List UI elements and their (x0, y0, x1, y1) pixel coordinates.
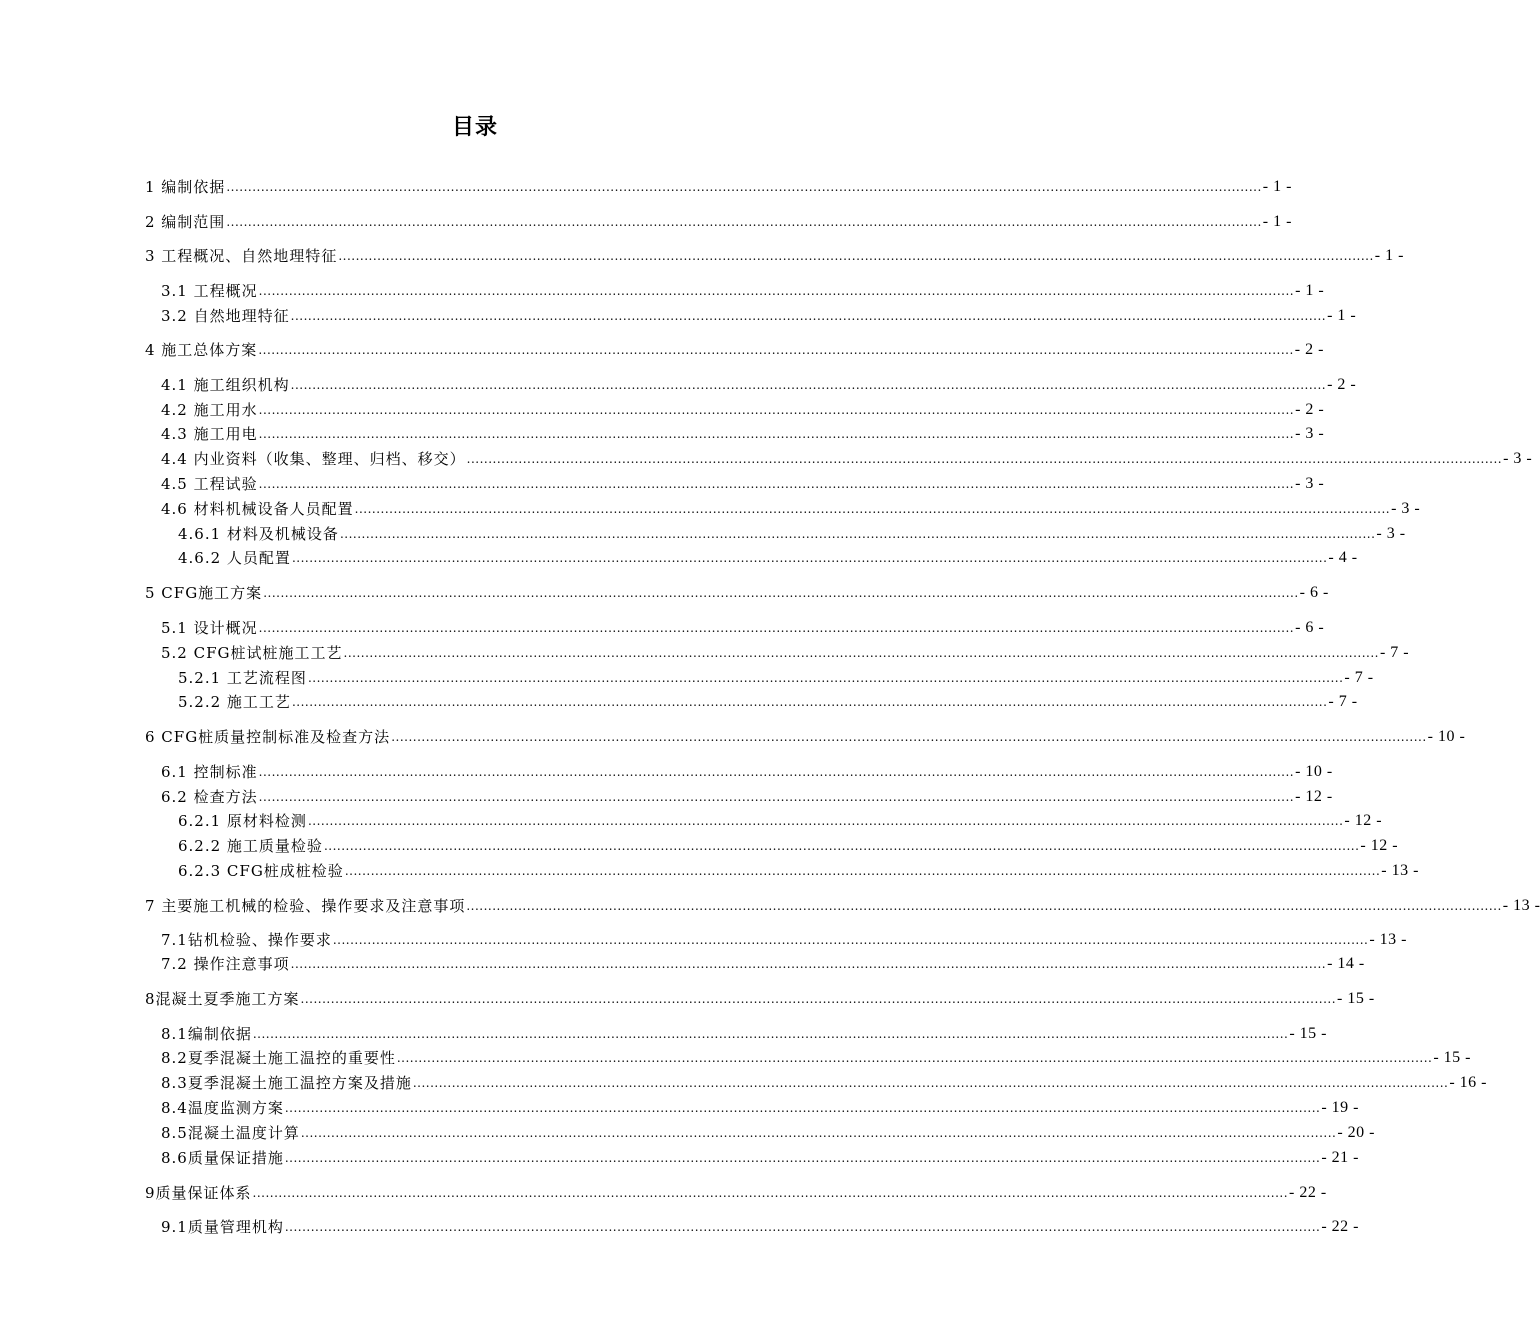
toc-entry-title: 3.2 自然地理特征 (161, 307, 290, 325)
toc-entry[interactable] (161, 616, 1325, 638)
toc-entry-page: - 3 - (1391, 500, 1421, 517)
toc-entry[interactable] (178, 690, 1358, 712)
toc-leader-dots: ................................................................................................................................................................................................................................................ (291, 695, 1328, 709)
toc-entry-page: - 2 - (1327, 376, 1357, 393)
toc-leader-dots: ................................................................................................................................................................................................................................................ (226, 215, 1262, 229)
toc-leader-dots: ................................................................................................................................................................................................................................................ (252, 1027, 1289, 1041)
toc-entry-page: - 22 - (1321, 1218, 1359, 1235)
toc-entry[interactable] (145, 244, 1404, 266)
toc-entry-title: 7.2 操作注意事项 (161, 955, 290, 973)
toc-entry[interactable] (145, 581, 1329, 603)
toc-entry-title: 5.1 设计概况 (161, 619, 258, 637)
toc-entry-title: 8.2夏季混凝土施工温控的重要性 (161, 1049, 396, 1067)
toc-entry-page: - 1 - (1295, 282, 1325, 299)
toc-entry-page: - 19 - (1321, 1099, 1359, 1116)
toc-entry[interactable] (161, 1096, 1359, 1118)
toc-entry[interactable] (145, 894, 1540, 916)
toc-entry-title: 5.2 CFG桩试桩施工工艺 (161, 644, 343, 662)
toc-entry-title: 3 工程概况、自然地理特征 (145, 247, 338, 265)
toc-entry[interactable] (161, 497, 1421, 519)
toc-entry[interactable] (161, 952, 1365, 974)
toc-entry-title: 4.6 材料机械设备人员配置 (161, 500, 354, 518)
toc-entry-page: - 16 - (1449, 1074, 1487, 1091)
toc-entry-title: 6.2.3 CFG桩成桩检验 (178, 862, 344, 880)
toc-entry-page: - 7 - (1344, 669, 1374, 686)
toc-leader-dots: ................................................................................................................................................................................................................................................ (466, 452, 1503, 466)
toc-entry[interactable] (161, 279, 1325, 301)
toc-leader-dots: ................................................................................................................................................................................................................................................ (300, 992, 1337, 1006)
toc-leader-dots: ................................................................................................................................................................................................................................................ (252, 1186, 1289, 1200)
toc-entry[interactable] (145, 725, 1466, 747)
toc-entry[interactable] (161, 760, 1333, 782)
toc-entry-title: 4.6.2 人员配置 (178, 549, 291, 567)
toc-entry-page: - 1 - (1262, 213, 1292, 230)
toc-leader-dots: ................................................................................................................................................................................................................................................ (291, 551, 1328, 565)
toc-entry-title: 4.4 内业资料（收集、整理、归档、移交） (161, 450, 466, 468)
toc-leader-dots: ................................................................................................................................................................................................................................................ (258, 427, 1295, 441)
toc-entry[interactable] (161, 928, 1407, 950)
toc-leader-dots: ................................................................................................................................................................................................................................................ (466, 899, 1502, 913)
toc-entry-page: - 22 - (1289, 1184, 1327, 1201)
toc-entry[interactable] (145, 210, 1292, 232)
toc-entry-page: - 7 - (1379, 644, 1410, 661)
toc-entry-title: 9.1质量管理机构 (161, 1218, 284, 1236)
toc-leader-dots: ................................................................................................................................................................................................................................................ (354, 502, 1391, 516)
toc-leader-dots: ................................................................................................................................................................................................................................................ (258, 477, 1295, 491)
toc-entry-title: 4.6.1 材料及机械设备 (178, 525, 339, 543)
toc-leader-dots: ................................................................................................................................................................................................................................................ (284, 1101, 1321, 1115)
toc-entry-title: 6.1 控制标准 (161, 763, 258, 781)
toc-entry[interactable] (178, 859, 1419, 881)
toc-entry[interactable] (178, 809, 1383, 831)
toc-leader-dots: ................................................................................................................................................................................................................................................ (258, 284, 1295, 298)
toc-leader-dots: ................................................................................................................................................................................................................................................ (263, 586, 1299, 600)
toc-leader-dots: ................................................................................................................................................................................................................................................ (307, 671, 1344, 685)
toc-entry[interactable] (161, 447, 1533, 469)
toc-entry-title: 8.6质量保证措施 (161, 1149, 284, 1167)
toc-entry[interactable] (145, 987, 1375, 1009)
toc-leader-dots: ................................................................................................................................................................................................................................................ (300, 1126, 1337, 1140)
toc-leader-dots: ................................................................................................................................................................................................................................................ (258, 621, 1295, 635)
toc-leader-dots: ................................................................................................................................................................................................................................................ (344, 864, 1381, 878)
toc-leader-dots: ................................................................................................................................................................................................................................................ (338, 249, 1374, 263)
toc-entry[interactable] (161, 1215, 1359, 1237)
toc-leader-dots: ................................................................................................................................................................................................................................................ (284, 1220, 1321, 1234)
toc-entry[interactable] (161, 1071, 1487, 1093)
toc-entry-page: - 15 - (1337, 990, 1375, 1007)
toc-entry-title: 2 编制范围 (145, 213, 226, 231)
toc-leader-dots: ................................................................................................................................................................................................................................................ (258, 765, 1295, 779)
toc-entry-page: - 12 - (1344, 812, 1383, 829)
toc-entry[interactable] (145, 175, 1292, 197)
toc-entry-page: - 4 - (1328, 549, 1358, 566)
toc-entry-page: - 3 - (1503, 450, 1533, 467)
toc-entry[interactable] (161, 1022, 1327, 1044)
toc-entry[interactable] (161, 398, 1325, 420)
toc-leader-dots: ................................................................................................................................................................................................................................................ (290, 378, 1327, 392)
toc-entry-page: - 1 - (1262, 178, 1292, 195)
toc-entry-title: 6.2.2 施工质量检验 (178, 837, 323, 855)
toc-entry-page: - 12 - (1295, 788, 1333, 805)
toc-entry[interactable] (161, 1121, 1375, 1143)
toc-entry-title: 5.2.2 施工工艺 (178, 693, 291, 711)
toc-entry-title: 1 编制依据 (145, 178, 226, 196)
toc-entry-page: - 20 - (1337, 1124, 1375, 1141)
toc-entry-page: - 3 - (1295, 475, 1325, 492)
toc-leader-dots: ................................................................................................................................................................................................................................................ (290, 309, 1327, 323)
toc-entry-title: 5 CFG施工方案 (145, 584, 263, 602)
toc-entry-title: 4.2 施工用水 (161, 401, 258, 419)
toc-entry-page: - 10 - (1427, 728, 1466, 745)
toc-entry-title: 6.2.1 原材料检测 (178, 812, 307, 830)
toc-leader-dots: ................................................................................................................................................................................................................................................ (343, 646, 1379, 660)
toc-entry-page: - 13 - (1369, 931, 1407, 948)
toc-entry[interactable] (145, 1181, 1327, 1203)
toc-entry-page: - 6 - (1299, 584, 1329, 601)
toc-entry-page: - 1 - (1374, 247, 1404, 264)
toc-entry-title: 8.5混凝土温度计算 (161, 1124, 300, 1142)
toc-entry[interactable] (178, 546, 1358, 568)
toc-entry-title: 9质量保证体系 (145, 1184, 252, 1202)
toc-entry-page: - 14 - (1327, 955, 1365, 972)
toc-entry[interactable] (178, 834, 1399, 856)
toc-entry-page: - 2 - (1295, 401, 1325, 418)
toc-leader-dots: ................................................................................................................................................................................................................................................ (258, 790, 1295, 804)
toc-entry-title: 8.3夏季混凝土施工温控方案及措施 (161, 1074, 412, 1092)
toc-entry[interactable] (161, 1046, 1471, 1068)
toc-entry-title: 7 主要施工机械的检验、操作要求及注意事项 (145, 897, 466, 915)
toc-entry[interactable] (161, 373, 1357, 395)
toc-leader-dots: ................................................................................................................................................................................................................................................ (307, 814, 1344, 828)
toc-entry-title: 6.2 检查方法 (161, 788, 258, 806)
toc-entry-title: 6 CFG桩质量控制标准及检查方法 (145, 728, 391, 746)
toc-leader-dots: ................................................................................................................................................................................................................................................ (412, 1076, 1449, 1090)
toc-entry-page: - 3 - (1295, 425, 1325, 442)
toc-entry-title: 4.3 施工用电 (161, 425, 258, 443)
toc-entry[interactable] (161, 1146, 1359, 1168)
toc-entry[interactable] (161, 641, 1410, 663)
toc-leader-dots: ................................................................................................................................................................................................................................................ (332, 933, 1369, 947)
toc-entry-page: - 1 - (1327, 307, 1357, 324)
toc-entry[interactable] (161, 472, 1325, 494)
toc-leader-dots: ................................................................................................................................................................................................................................................ (258, 403, 1295, 417)
toc-entry[interactable] (178, 522, 1406, 544)
toc-entry-page: - 15 - (1289, 1025, 1327, 1042)
toc-entry-page: - 13 - (1502, 897, 1540, 914)
toc-entry-page: - 2 - (1294, 341, 1324, 358)
toc-entry[interactable] (161, 785, 1333, 807)
toc-leader-dots: ................................................................................................................................................................................................................................................ (258, 343, 1294, 357)
toc-entry-title: 4.5 工程试验 (161, 475, 258, 493)
toc-leader-dots: ................................................................................................................................................................................................................................................ (284, 1151, 1321, 1165)
toc-entry-page: - 10 - (1295, 763, 1333, 780)
toc-entry-title: 8.4温度监测方案 (161, 1099, 284, 1117)
toc-entry-page: - 6 - (1295, 619, 1325, 636)
toc-entry-title: 3.1 工程概况 (161, 282, 258, 300)
toc-entry-title: 8.1编制依据 (161, 1025, 252, 1043)
toc-entry[interactable] (178, 666, 1374, 688)
toc-entry-title: 4.1 施工组织机构 (161, 376, 290, 394)
toc-entry-title: 7.1钻机检验、操作要求 (161, 931, 332, 949)
toc-title: 目录 (451, 115, 498, 140)
toc-entry-page: - 3 - (1376, 525, 1406, 542)
toc-entry-title: 4 施工总体方案 (145, 341, 258, 359)
toc-leader-dots: ................................................................................................................................................................................................................................................ (391, 730, 1427, 744)
toc-leader-dots: ................................................................................................................................................................................................................................................ (339, 527, 1376, 541)
toc-entry[interactable] (145, 338, 1324, 360)
toc-leader-dots: ................................................................................................................................................................................................................................................ (226, 180, 1262, 194)
toc-entry-page: - 13 - (1381, 862, 1419, 879)
toc-leader-dots: ................................................................................................................................................................................................................................................ (396, 1051, 1433, 1065)
toc-entry[interactable] (161, 422, 1325, 444)
toc-entry[interactable] (161, 304, 1357, 326)
toc-leader-dots: ................................................................................................................................................................................................................................................ (290, 957, 1327, 971)
toc-entry-page: - 12 - (1360, 837, 1399, 854)
toc-entry-title: 8混凝土夏季施工方案 (145, 990, 300, 1008)
toc-entry-page: - 7 - (1328, 693, 1358, 710)
toc-entry-page: - 15 - (1433, 1049, 1471, 1066)
toc-leader-dots: ................................................................................................................................................................................................................................................ (323, 839, 1360, 853)
toc-entry-page: - 21 - (1321, 1149, 1359, 1166)
toc-entry-title: 5.2.1 工艺流程图 (178, 669, 307, 687)
